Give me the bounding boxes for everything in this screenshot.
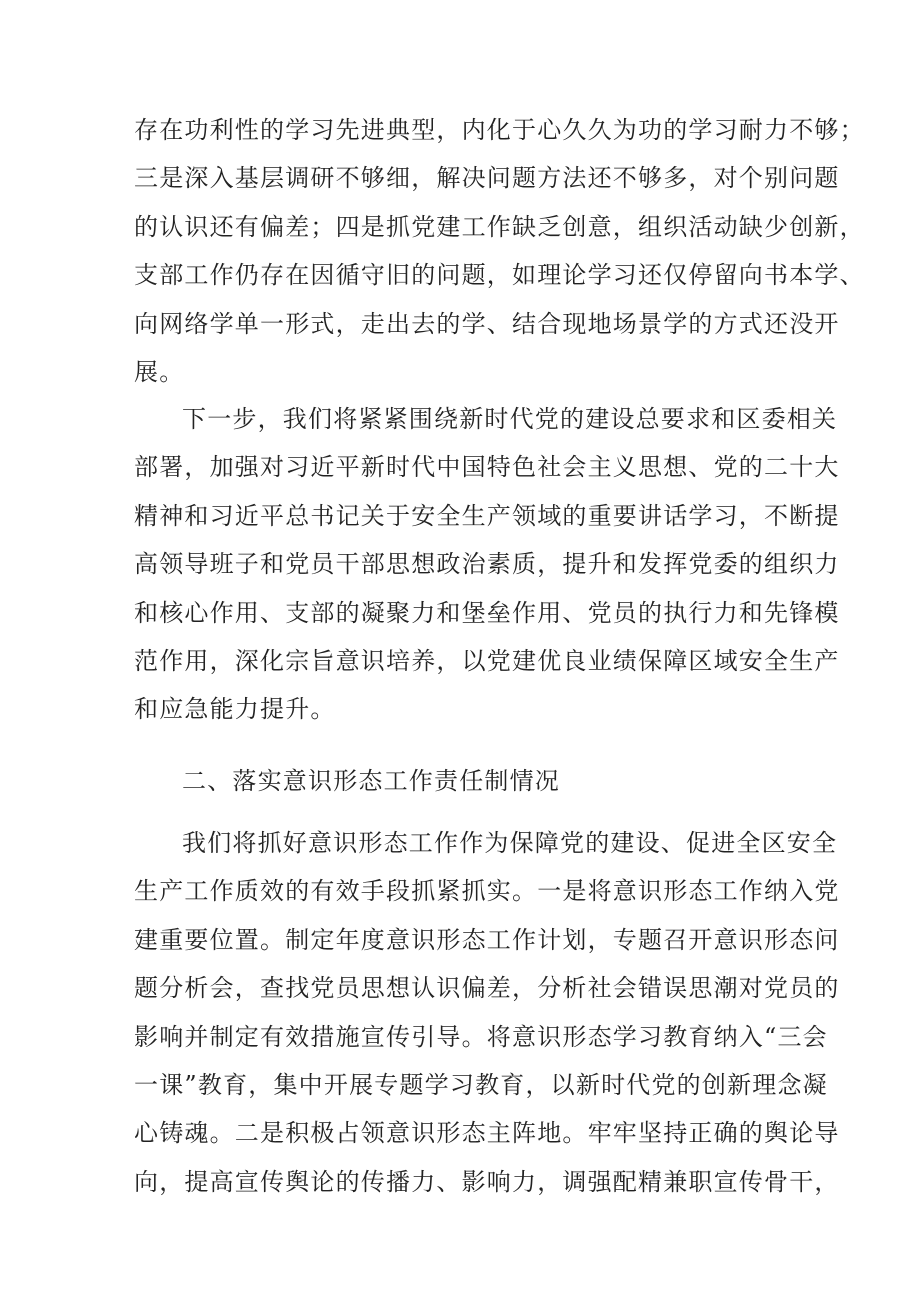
paragraph-continued-problems — [134, 106, 865, 396]
text-line: 和核心作用、支部的凝聚力和堡垒作用、党员的执行力和先锋模 — [134, 598, 840, 627]
text-line: 三是深入基层调研不够细，解决问题方法还不够多，对个别问题 — [134, 164, 840, 193]
text-line: 生产工作质效的有效手段抓紧抓实。一是将意识形态工作纳入党 — [134, 877, 840, 906]
text-line: 部署，加强对习近平新时代中国特色社会主义思想、党的二十大 — [134, 453, 840, 482]
text-line: 和应急能力提升。 — [134, 695, 336, 724]
text-line: 影响并制定有效措施宣传引导。将意识形态学习教育纳入“三会 — [134, 1022, 828, 1051]
text-line: 一课”教育，集中开展专题学习教育，以新时代党的创新理念凝 — [134, 1071, 828, 1100]
text-line: 向网络学单一形式，走出去的学、结合现地场景学的方式还没开 — [134, 309, 840, 338]
paragraph-ideology-work — [134, 819, 840, 1206]
text-line: 题分析会，查找党员思想认识偏差，分析社会错误思潮对党员的 — [134, 974, 840, 1003]
text-line: 高领导班子和党员干部思想政治素质，提升和发挥党委的组织力 — [134, 550, 840, 579]
text-line: 的认识还有偏差；四是抓党建工作缺乏创意，组织活动缺少创新， — [134, 212, 865, 241]
text-line: 下一步，我们将紧紧围绕新时代党的建设总要求和区委相关 — [182, 405, 838, 433]
text-line: 展。 — [134, 358, 185, 387]
text-line: 支部工作仍存在因循守旧的问题，如理论学习还仅停留向书本学、 — [134, 261, 865, 290]
text-line: 精神和习近平总书记关于安全生产领域的重要讲话学习，不断提 — [134, 501, 840, 530]
text-line: 存在功利性的学习先进典型，内化于心久久为功的学习耐力不够； — [134, 116, 865, 144]
text-line: 心铸魂。二是积极占领意识形态主阵地。牢牢坚持正确的舆论导 — [134, 1119, 840, 1148]
section-heading: 二、落实意识形态工作责任制情况 — [182, 767, 560, 795]
paragraph-next-steps — [134, 395, 840, 734]
text-line: 我们将抓好意识形态工作作为保障党的建设、促进全区安全 — [182, 829, 838, 857]
text-line: 建重要位置。制定年度意识形态工作计划，专题召开意识形态问 — [134, 925, 840, 954]
text-line: 向，提高宣传舆论的传播力、影响力，调强配精兼职宣传骨干， — [134, 1167, 840, 1196]
text-line: 范作用，深化宗旨意识培养，以党建优良业绩保障区域安全生产 — [134, 647, 840, 676]
